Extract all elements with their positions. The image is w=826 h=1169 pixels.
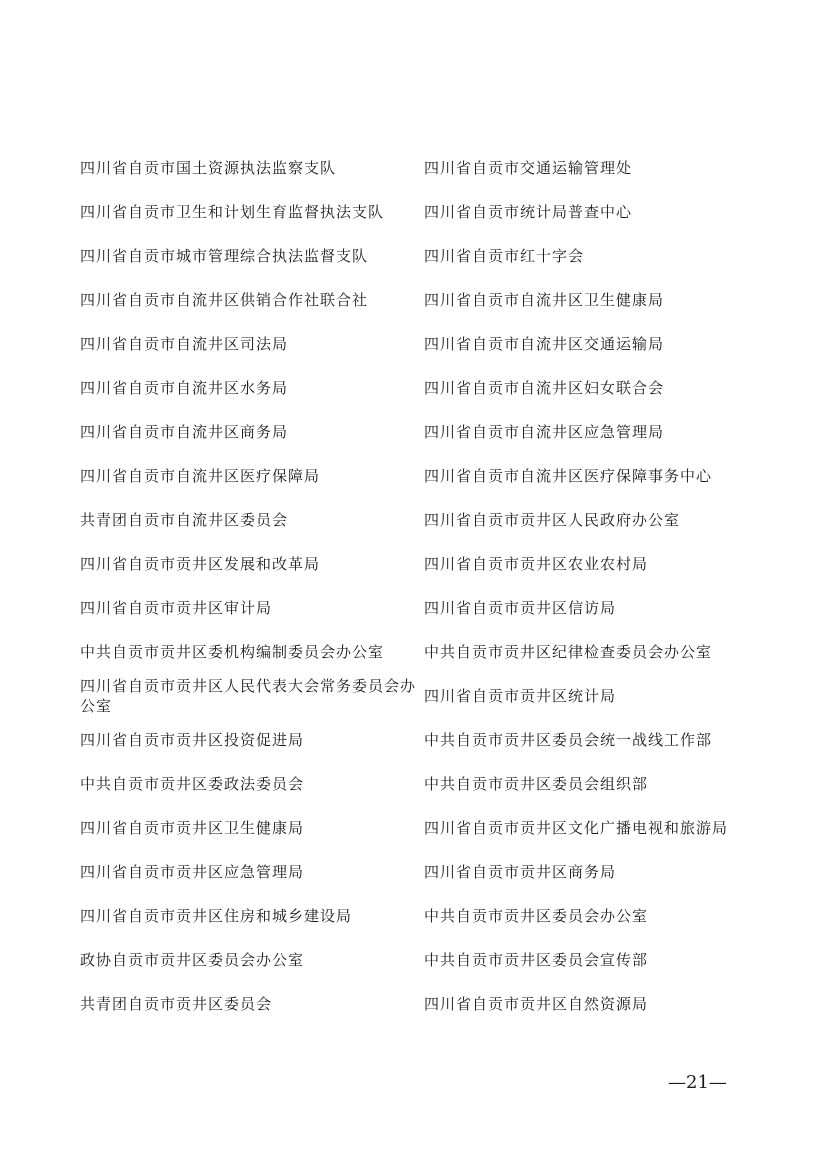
org-name-left: 四川省自贡市卫生和计划生育监督执法支队 <box>80 203 385 221</box>
list-row <box>80 806 760 850</box>
org-name-left: 四川省自贡市城市管理综合执法监督支队 <box>80 247 369 265</box>
list-row <box>80 938 760 982</box>
org-name-right: 四川省自贡市自流井区卫生健康局 <box>424 291 665 309</box>
list-row <box>80 542 760 586</box>
org-name-left: 共青团自贡市贡井区委员会 <box>80 995 273 1013</box>
org-name-right: 中共自贡市贡井区委员会统一战线工作部 <box>424 731 713 749</box>
org-name-left: 中共自贡市贡井区委机构编制委员会办公室 <box>80 643 385 661</box>
org-name-left: 四川省自贡市自流井区医疗保障局 <box>80 467 321 485</box>
list-row <box>80 366 760 410</box>
org-name-right: 四川省自贡市自流井区妇女联合会 <box>424 379 665 397</box>
list-row <box>80 278 760 322</box>
org-name-left: 四川省自贡市贡井区人民代表大会常务委员会办公室 <box>80 677 417 715</box>
org-name-right: 四川省自贡市贡井区统计局 <box>424 687 617 705</box>
org-name-left: 四川省自贡市贡井区审计局 <box>80 599 273 617</box>
list-row <box>80 630 760 674</box>
org-name-right: 四川省自贡市交通运输管理处 <box>424 159 633 177</box>
list-row <box>80 234 760 278</box>
list-row <box>80 762 760 806</box>
org-name-left: 四川省自贡市贡井区投资促进局 <box>80 731 305 749</box>
org-name-right: 四川省自贡市自流井区交通运输局 <box>424 335 665 353</box>
list-row <box>80 190 760 234</box>
list-row <box>80 498 760 542</box>
list-row <box>80 586 760 630</box>
list-row <box>80 454 760 498</box>
org-name-left: 四川省自贡市贡井区住房和城乡建设局 <box>80 907 353 925</box>
org-name-left: 四川省自贡市贡井区卫生健康局 <box>80 819 305 837</box>
org-name-left: 政协自贡市贡井区委员会办公室 <box>80 951 305 969</box>
org-name-left: 四川省自贡市贡井区应急管理局 <box>80 863 305 881</box>
org-name-left: 四川省自贡市自流井区司法局 <box>80 335 289 353</box>
list-row <box>80 410 760 454</box>
org-name-right: 四川省自贡市贡井区人民政府办公室 <box>424 511 681 529</box>
list-row <box>80 894 760 938</box>
org-name-right: 中共自贡市贡井区委员会宣传部 <box>424 951 649 969</box>
org-name-left: 四川省自贡市自流井区商务局 <box>80 423 289 441</box>
org-name-left: 四川省自贡市自流井区供销合作社联合社 <box>80 291 369 309</box>
org-name-right: 四川省自贡市贡井区文化广播电视和旅游局 <box>424 819 729 837</box>
org-name-right: 四川省自贡市红十字会 <box>424 247 585 265</box>
list-row <box>80 674 760 718</box>
page-number: —21— <box>668 1072 727 1093</box>
list-row <box>80 850 760 894</box>
org-name-right: 中共自贡市贡井区委员会办公室 <box>424 907 649 925</box>
list-row <box>80 982 760 1026</box>
org-name-right: 四川省自贡市自流井区应急管理局 <box>424 423 665 441</box>
org-name-left: 四川省自贡市国土资源执法监察支队 <box>80 159 337 177</box>
org-name-right: 四川省自贡市贡井区信访局 <box>424 599 617 617</box>
org-name-left: 中共自贡市贡井区委政法委员会 <box>80 775 305 793</box>
org-name-right: 中共自贡市贡井区委员会组织部 <box>424 775 649 793</box>
org-name-left: 四川省自贡市自流井区水务局 <box>80 379 289 397</box>
list-row <box>80 146 760 190</box>
list-row <box>80 322 760 366</box>
org-name-right: 中共自贡市贡井区纪律检查委员会办公室 <box>424 643 713 661</box>
org-name-right: 四川省自贡市自流井区医疗保障事务中心 <box>424 467 713 485</box>
org-name-right: 四川省自贡市贡井区农业农村局 <box>424 555 649 573</box>
org-name-right: 四川省自贡市贡井区商务局 <box>424 863 617 881</box>
org-name-right: 四川省自贡市贡井区自然资源局 <box>424 995 649 1013</box>
list-row <box>80 718 760 762</box>
org-name-right: 四川省自贡市统计局普查中心 <box>424 203 633 221</box>
org-name-left: 四川省自贡市贡井区发展和改革局 <box>80 555 321 573</box>
org-name-left: 共青团自贡市自流井区委员会 <box>80 511 289 529</box>
